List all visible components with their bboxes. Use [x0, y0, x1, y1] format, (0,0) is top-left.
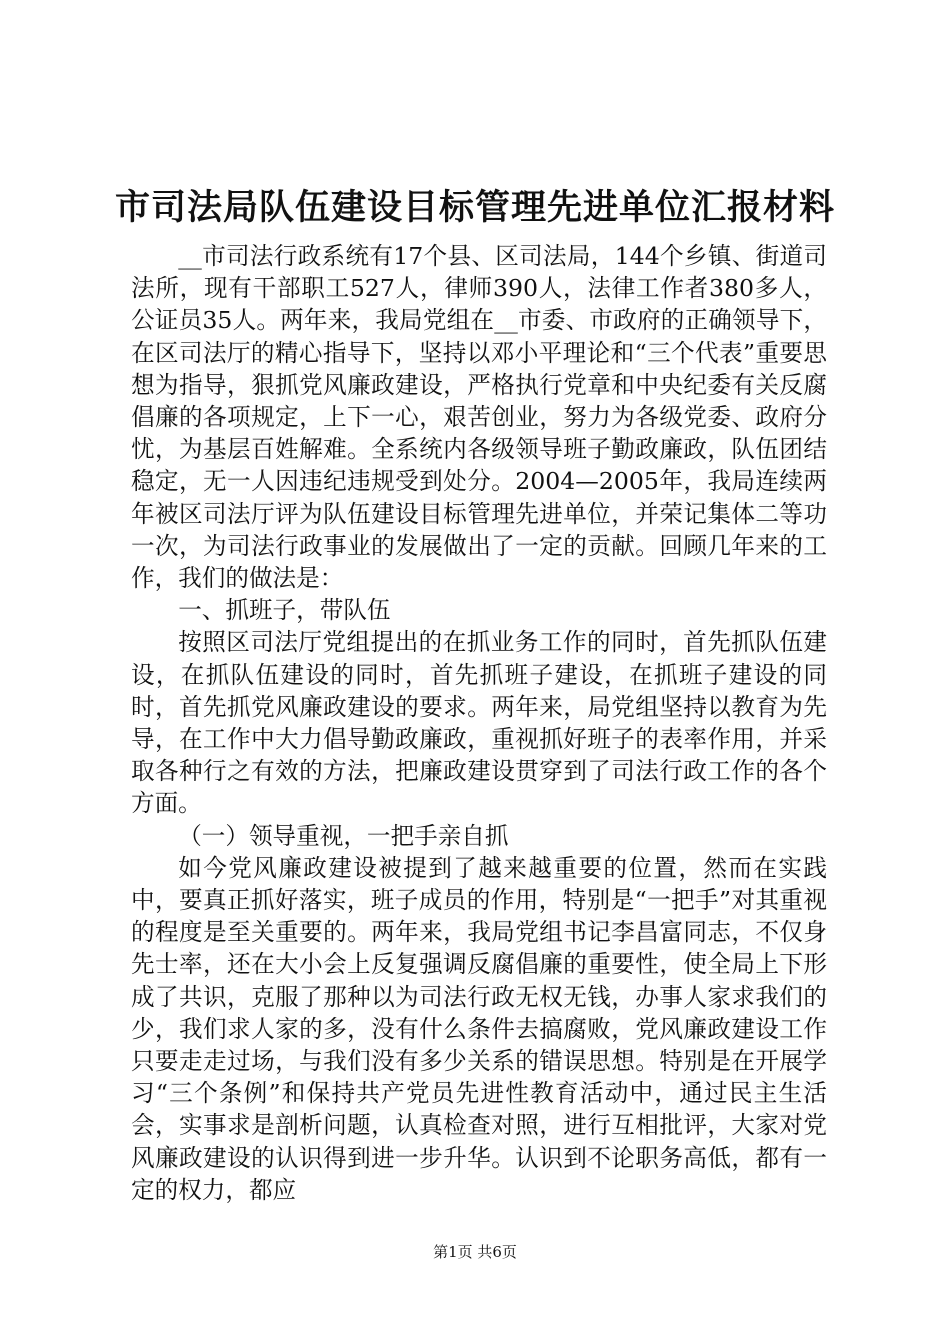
page-number-footer: 第1页 共6页 [433, 1243, 517, 1261]
section-heading-1: 一、抓班子，带队伍 [178, 596, 391, 625]
subsection-heading-1: （一）领导重视，一把手亲自抓 [178, 821, 509, 850]
page-title: 市司法局队伍建设目标管理先进单位汇报材料 [114, 187, 835, 228]
document-body [131, 240, 827, 1206]
section-1-paragraph: 按照区司法厅党组提出的在抓业务工作的同时，首先抓队伍建设，在抓队伍建设的同时，首先抓班子建设，在抓班子建设的同时，首先抓党风廉政建设的要求。两年来，局党组坚持以教育为先导，在工作中大力倡导勤政廉政，重视抓好班子的表率作用，并采取各种行之有效的方法，把廉政建设贯穿到了司法行政工作的各个方面。 [131, 628, 827, 818]
subsection-1-paragraph: 如今党风廉政建设被提到了越来越重要的位置，然而在实践中，要真正抓好落实，班子成员的作用，特别是“一把手”对其重视的程度是至关重要的。两年来，我局党组书记李昌富同志，不仅身先士率，还在大小会上反复强调反腐倡廉的重要性，使全局上下形成了共识，克服了那种以为司法行政无权无钱，办事人家求我们的少，我们求人家的多，没有什么条件去搞腐败，党风廉政建设工作只要走走过场，与我们没有多少关系的错误思想。特别是在开展学习“三个条例”和保持共产党员先进性教育活动中，通过民主生活会，实事求是剖析问题，认真检查对照，进行互相批评，大家对党风廉政建设的认识得到进一步升华。认识到不论职务高低，都有一定的权力，都应 [131, 853, 827, 1204]
intro-paragraph: __市司法行政系统有17个县、区司法局，144个乡镇、街道司法所，现有干部职工527人，律师390人，法律工作者380多人，公证员35人。两年来，我局党组在__市委、市政府的正确领导下，在区司法厅的精心指导下，坚持以邓小平理论和“三个代表”重要思想为指导，狠抓党风廉政建设，严格执行党章和中央纪委有关反腐倡廉的各项规定，上下一心，艰苦创业，努力为各级党委、政府分忧，为基层百姓解难。全系统内各级领导班子勤政廉政，队伍团结稳定，无一人因违纪违规受到处分。2004—2005年，我局连续两年被区司法厅评为队伍建设目标管理先进单位，并荣记集体二等功一次，为司法行政事业的发展做出了一定的贡献。回顾几年来的工作，我们的做法是： [131, 242, 827, 593]
